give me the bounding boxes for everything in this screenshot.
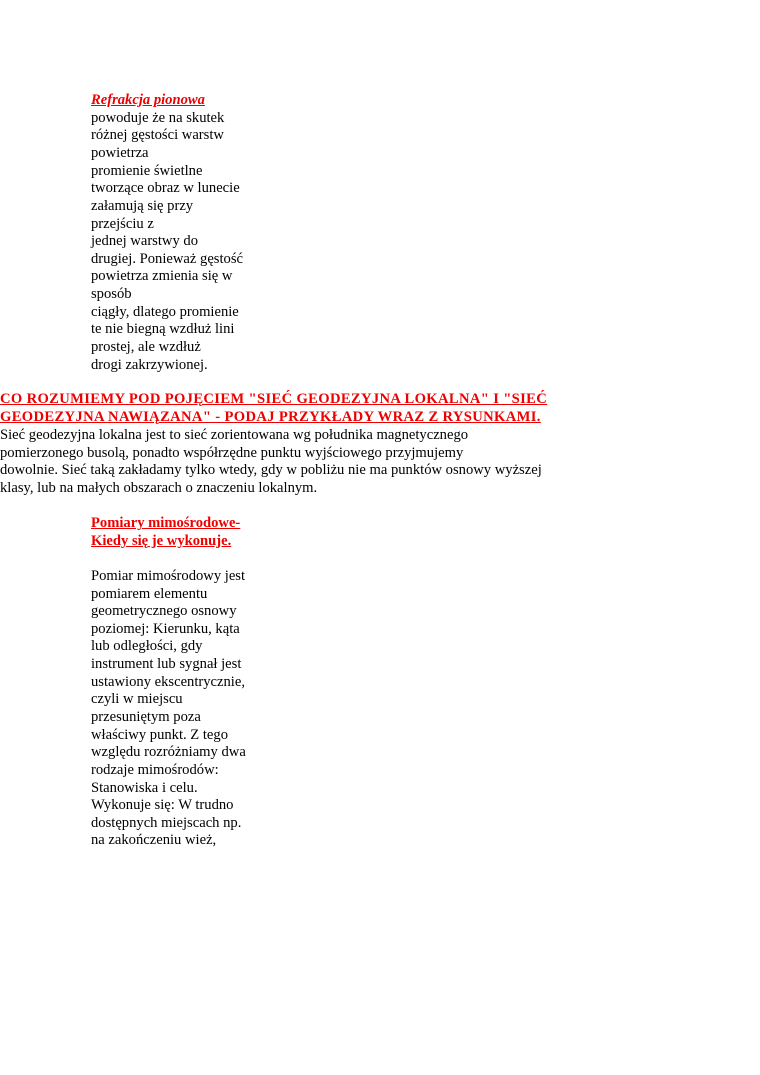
text-line: geometrycznego osnowy	[91, 603, 237, 619]
text-line: powoduje że na skutek	[91, 110, 225, 126]
section-heading: Pomiary mimośrodowe-	[91, 515, 241, 531]
text-line: drugiej. Ponieważ gęstość	[91, 251, 243, 267]
text-line: jednej warstwy do	[91, 233, 198, 249]
text-line: Sieć geodezyjna lokalna jest to sieć zorientowana wg południka magnetycznego	[0, 427, 469, 443]
text-line: prostej, ale wzdłuż	[91, 339, 201, 355]
text-line: względu rozróżniamy dwa	[91, 744, 246, 760]
text-line: czyli w miejscu	[91, 691, 183, 707]
text-line: przesuniętym poza	[91, 709, 201, 725]
text-line: Stanowiska i celu.	[91, 780, 198, 796]
text-line: dostępnych miejscach np.	[91, 815, 242, 831]
text-line: załamują się przy	[91, 198, 194, 214]
text-line: dowolnie. Sieć taką zakładamy tylko wtedy, gdy w pobliżu nie ma punktów osnowy wyższej	[0, 462, 542, 478]
text-line: Wykonuje się: W trudno	[91, 797, 234, 813]
text-line: promienie świetlne	[91, 163, 203, 179]
text-line: pomierzonego busolą, ponadto współrzędne punktu wyjściowego przyjmujemy	[0, 445, 464, 461]
text-line: ustawiony ekscentrycznie,	[91, 674, 245, 690]
text-line: właściwy punkt. Z tego	[91, 727, 228, 743]
text-line: rodzaje mimośrodów:	[91, 762, 219, 778]
text-line: pomiarem elementu	[91, 586, 208, 602]
text-line: różnej gęstości warstw	[91, 127, 224, 143]
text-line: powietrza zmienia się w	[91, 268, 233, 284]
text-line: sposób	[91, 286, 132, 302]
section-heading: Kiedy się je wykonuje.	[91, 533, 232, 549]
section-heading: GEODEZYJNA NAWIĄZANA" - PODAJ PRZYKŁADY WRAZ Z RYSUNKAMI.	[0, 409, 541, 425]
text-line: drogi zakrzywionej.	[91, 357, 208, 373]
text-line: lub odległości, gdy	[91, 638, 203, 654]
section-heading: CO ROZUMIEMY POD POJĘCIEM "SIEĆ GEODEZYJNA LOKALNA" I "SIEĆ	[0, 391, 548, 407]
text-line: te nie biegną wzdłuż lini	[91, 321, 235, 337]
text-line: powietrza	[91, 145, 149, 161]
text-line: na zakończeniu wież,	[91, 832, 217, 848]
text-line: klasy, lub na małych obszarach o znaczeniu lokalnym.	[0, 480, 318, 496]
text-line: Pomiar mimośrodowy jest	[91, 568, 246, 584]
text-line: instrument lub sygnał jest	[91, 656, 242, 672]
section-heading: Refrakcja pionowa	[91, 92, 205, 108]
text-line: ciągły, dlatego promienie	[91, 304, 239, 320]
text-line: przejściu z	[91, 216, 154, 232]
text-line: tworzące obraz w lunecie	[91, 180, 240, 196]
text-line: poziomej: Kierunku, kąta	[91, 621, 240, 637]
